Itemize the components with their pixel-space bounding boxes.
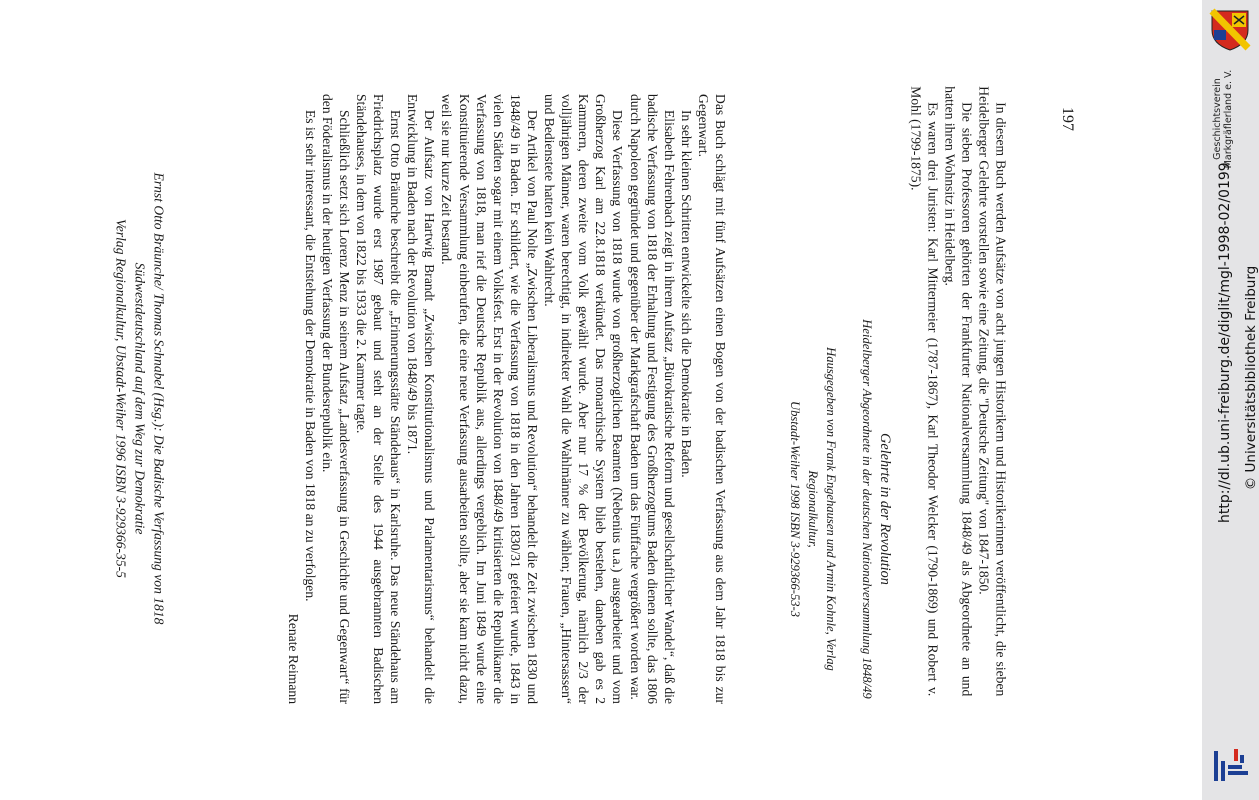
review1-paragraph: In sehr kleinen Schritten entwickelte sich die Demokratie in Baden.	[678, 110, 694, 478]
review1-paragraph: Diese Verfassung von 1818 wurde von großherzoglichen Beamten (Nebenius u.a.) ausgearbeitet und vom Großherzog Karl am 22.8.1818 verkündet. Das monarchische System blieb bestehen, daneben gab es 2 Kammern, deren zweite vom Volk gewählt wurde. Aber nur 17 % der Bevölkerung, nämlich 2/3 der volljährigen Männer, waren berechtigt, in indirekter Wahl die Wahlmänner zu wählen; Frauen, „Hintersassen“ und Bedienstete hatten kein Wahlrecht.	[542, 94, 626, 704]
review1-paragraph: Das Buch schlägt mit fünf Aufsätzen einen Bogen von der badischen Verfassung aus dem Jahr 1818 bis zur Gegenwart.	[695, 94, 728, 704]
page-number	[1055, 100, 1079, 140]
ub-freiburg-logo-icon	[1210, 745, 1252, 787]
review1-paragraph: Der Aufsatz von Hartwig Brandt „Zwischen Konstitutionalismus und Parlamentarismus“ behandelt die Entwicklung in Baden nach der Revolution von 1848/49 bis 1871.	[405, 94, 438, 704]
review1-paragraph: Schließlich setzt sich Lorenz Menz in seinem Aufsatz „Landesverfassung in Geschichte und Gegenwart“ für den Föderalismus in der heutigen Verfassung der Bundesrepublik ein.	[319, 94, 352, 704]
review2-body	[898, 86, 1018, 705]
review2-header	[788, 300, 893, 700]
review2-paragraph: In diesem Buch werden Aufsätze von acht jungen Historikern und Historikerinnen veröffentlicht, die sieben Heidelberger Gelehrte vorstellen sowie eine Zeitung, die "Deutsche Zeitung" von 1847-1850.	[976, 86, 1009, 697]
review1-paragraph: Es ist sehr interessant, die Entstehung der Demokratie in Baden von 1818 an zu verfolgen.	[302, 110, 318, 602]
document-url[interactable]: http://dl.ub.uni-freiburg.de/diglit/mgl-1998-02/0199	[1217, 162, 1233, 523]
review1-paragraph: Ernst Otto Bräunche beschreibt die „Erinnerungsstätte Ständehaus“ in Karlsruhe. Das neue Ständehaus am Friedrichsplatz wurde erst 1987 gebaut und steht an der Stelle des 1944 ausgebrannten Badischen Ständehauses, in dem von 1822 bis 1933 die 2. Kammer tagte.	[354, 94, 404, 704]
page-number-text: 197	[1059, 107, 1076, 131]
review2-editors-line2: Ubstadt-Weiher 1998 ISBN 3-929366-53-3	[788, 400, 802, 618]
review1-header-line1: Ernst Otto Bräunche/ Thomas Schnabel (Hsg.): Die Badische Verfassung von 1818	[151, 172, 167, 625]
society-line2: Markgräflerland e. V.	[1223, 69, 1234, 169]
society-line1: Geschichtsverein	[1212, 78, 1223, 160]
review2-title: Gelehrte in der Revolution	[877, 433, 893, 585]
library-sidebar	[1202, 0, 1259, 800]
society-name	[1212, 64, 1234, 174]
coat-of-arms-icon	[1208, 8, 1252, 52]
review1-paragraph: Elisabeth Fehrenbach zeigt in ihrem Aufsatz „Bürokratische Reform und gesellschaftlicher Wandel“, daß die badische Verfassung von 1818 der Erhaltung und Festigung des Großherzogtums Baden dienen sollte, das 1806 durch Napoleon gegründet und gegenüber der Markgrafschaft Baden um das Fünffache vergrößert worden war.	[627, 94, 677, 704]
review1-header-line2: Südwestdeutschland auf dem Weg zur Demokratie	[132, 262, 148, 535]
review1-header	[110, 120, 170, 680]
review2-paragraph: Die sieben Professoren gehörten der Frankfurter Nationalversammlung 1848/49 als Abgeordnete an und hatten ihren Wohnsitz in Heidelberg.	[942, 86, 975, 697]
review2-editors-line1: Hausgegeben von Frank Engehausen und Armin Kohnle, Verlag Regionalkultur,	[806, 347, 838, 671]
copyright-text: © Universitätsbibliothek Freiburg	[1243, 265, 1259, 491]
review1-header-line3: Verlag Regionalkultur, Ubstadt-Weiher 1996 ISBN 3-929366-35-5	[113, 219, 129, 578]
review1-body	[186, 95, 751, 705]
review1-signature: Renate Reimann	[285, 613, 301, 704]
review1-paragraph: Der Artikel von Paul Nolte „Zwischen Liberalismus und Revolution“ behandelt die Zeit zwischen 1830 und 1848/49 in Baden. Er schildert, wie die Verfassung von 1818 in den Jahren 1830/31 gefeiert wurde, 1843 in vielen Städten sogar mit einem Volksfest. Erst in der Revolution von 1848/49 kritisierten die Republikaner die Verfassung von 1818, man rief die Deutsche Republik aus, allerdings vergeblich. Im Juni 1849 wurde eine Konstituierende Versammlung einberufen, die eine neue Verfassung ausarbeiten sollte, aber sie kam nicht dazu, weil sie nur kurze Zeit bestand.	[439, 94, 540, 704]
review2-subtitle: Heidelberger Abgeordnete in der deutschen Nationalversammlung 1848/49	[860, 319, 874, 699]
review2-paragraph: Es waren drei Juristen: Karl Mittermeier (1787-1867), Karl Theodor Welcker (1790-1869) und Robert v. Mohl (1799-1875).	[907, 86, 940, 697]
